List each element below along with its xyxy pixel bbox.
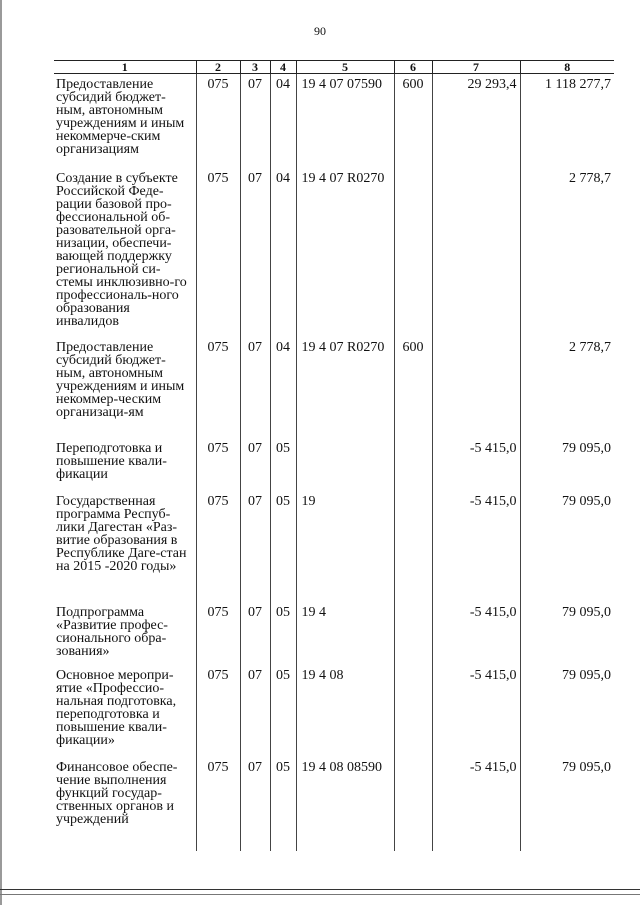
target-article-code: 19 4 08 08590 [296,757,394,851]
subsection-code: 05 [270,757,296,851]
ministry-code: 075 [196,757,240,851]
subsection-code: 04 [270,74,296,169]
section-code: 07 [240,491,270,602]
header-col-1: 1 [54,61,196,74]
header-col-6: 6 [394,61,432,74]
total-amount: 2 778,7 [520,168,614,337]
subsection-code: 05 [270,665,296,757]
expense-type-code [394,438,432,491]
target-article-code: 19 [296,491,394,602]
total-amount: 2 778,7 [520,337,614,438]
subsection-code: 05 [270,602,296,665]
expense-type-code [394,491,432,602]
ministry-code: 075 [196,602,240,665]
total-amount: 79 095,0 [520,757,614,851]
table-row [54,337,614,438]
subsection-code: 04 [270,337,296,438]
ministry-code: 075 [196,74,240,169]
target-article-code: 19 4 07 R0270 [296,168,394,337]
target-article-code [296,438,394,491]
target-article-code: 19 4 [296,602,394,665]
row-name: Создание в субъекте Российской Феде-рации базовой про-фессиональной об-разовательной орга-низации, обеспечи-вающей поддержку региональной си-стемы инклюзивно-го профессиональ-ного образования инвалидов [56,171,187,329]
expense-type-code [394,602,432,665]
change-amount: 29 293,4 [432,74,520,169]
total-amount: 79 095,0 [520,602,614,665]
row-name: Подпрограмма «Развитие профес-сионального обра-зования» [56,605,168,659]
total-amount: 1 118 277,7 [520,74,614,169]
header-col-3: 3 [240,61,270,74]
expense-type-code [394,665,432,757]
ministry-code: 075 [196,665,240,757]
page-bottom-rule [0,894,640,895]
total-amount: 79 095,0 [520,491,614,602]
row-name: Предоставление субсидий бюджет-ным, автономным учреждениям и иным некоммер-ческим организаци-ям [56,340,185,420]
target-article-code: 19 4 07 07590 [296,74,394,169]
header-col-8: 8 [520,61,614,74]
section-code: 07 [240,665,270,757]
section-code: 07 [240,168,270,337]
expense-type-code: 600 [394,337,432,438]
change-amount: -5 415,0 [432,665,520,757]
section-code: 07 [240,757,270,851]
table-row [54,491,614,602]
row-name: Переподготовка и повышение квали-фикации [56,441,167,482]
subsection-code: 05 [270,491,296,602]
header-col-2: 2 [196,61,240,74]
table-row [54,602,614,665]
header-col-4: 4 [270,61,296,74]
change-amount: -5 415,0 [432,491,520,602]
ministry-code: 075 [196,337,240,438]
header-col-7: 7 [432,61,520,74]
table-row [54,168,614,337]
ministry-code: 075 [196,438,240,491]
section-code: 07 [240,74,270,169]
row-name: Государственная программа Респуб-лики Дагестан «Раз-витие образования в Республике Даге-стан на 2015 -2020 годы» [56,494,187,574]
subsection-code: 04 [270,168,296,337]
target-article-code: 19 4 08 [296,665,394,757]
total-amount: 79 095,0 [520,438,614,491]
table-row [54,438,614,491]
change-amount: -5 415,0 [432,602,520,665]
expense-type-code [394,757,432,851]
page-bottom-rule [0,889,640,890]
section-code: 07 [240,438,270,491]
expense-type-code: 600 [394,74,432,169]
table-row [54,757,614,851]
header-row [54,61,614,74]
row-name: Основное меропри-ятие «Профессио-нальная подготовка, переподготовка и повышение квали-фикации» [56,668,177,748]
table-row [54,665,614,757]
header-col-5: 5 [296,61,394,74]
expense-type-code [394,168,432,337]
row-name: Финансовое обеспе-чение выполнения функций государ-ственных органов и учреждений [56,760,178,827]
total-amount: 79 095,0 [520,665,614,757]
scan-left-edge [0,0,2,905]
ministry-code: 075 [196,491,240,602]
change-amount [432,168,520,337]
change-amount: -5 415,0 [432,438,520,491]
budget-table [54,60,614,851]
section-code: 07 [240,602,270,665]
table-row [54,74,614,169]
page-number: 90 [314,24,326,38]
change-amount: -5 415,0 [432,757,520,851]
ministry-code: 075 [196,168,240,337]
target-article-code: 19 4 07 R0270 [296,337,394,438]
change-amount [432,337,520,438]
row-name: Предоставление субсидий бюджет-ным, автономным учреждениям и иным некоммерче-ским организациям [56,77,185,157]
subsection-code: 05 [270,438,296,491]
section-code: 07 [240,337,270,438]
